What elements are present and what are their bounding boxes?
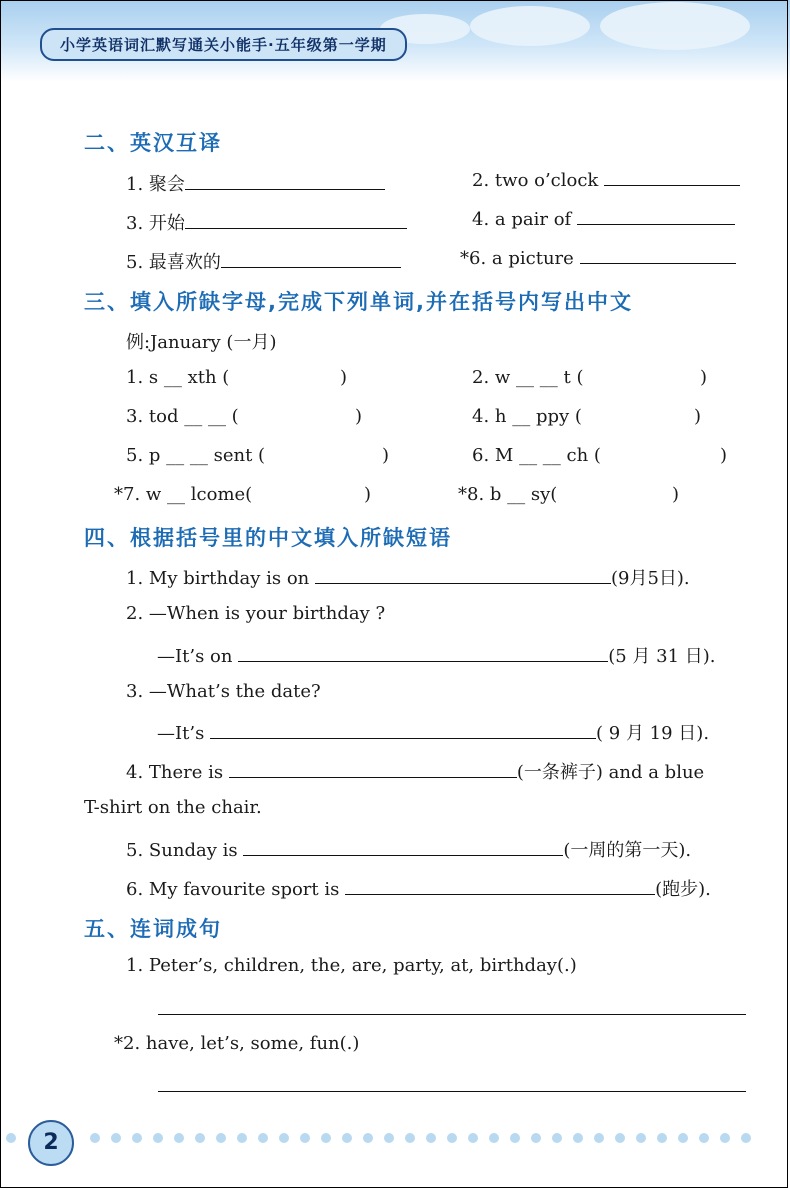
sec3-item: 5. p __ __ sent ( bbox=[126, 445, 266, 466]
close-paren: ) bbox=[672, 484, 680, 505]
footer-dot bbox=[489, 1133, 499, 1143]
footer-dot bbox=[720, 1133, 730, 1143]
section-2-title: 二、英汉互译 bbox=[84, 131, 222, 155]
answer-line[interactable] bbox=[158, 1090, 746, 1092]
answer-blank[interactable] bbox=[577, 210, 735, 225]
page-number: 2 bbox=[28, 1120, 74, 1166]
answer-blank[interactable] bbox=[243, 841, 563, 856]
sec3-item: 6. M __ __ ch ( bbox=[472, 445, 601, 466]
close-paren: ) bbox=[340, 367, 348, 388]
answer-blank[interactable] bbox=[210, 724, 596, 739]
book-title: 小学英语词汇默写通关小能手·五年级第一学期 bbox=[40, 28, 407, 61]
footer-dot bbox=[678, 1133, 688, 1143]
sec2-item: 4. a pair of bbox=[472, 209, 735, 230]
footer-dot bbox=[132, 1133, 142, 1143]
answer-blank[interactable] bbox=[185, 214, 407, 229]
footer-dot bbox=[594, 1133, 604, 1143]
footer-dot bbox=[447, 1133, 457, 1143]
sec4-q3-line2: —It’s ( 9 月 19 日). bbox=[157, 723, 710, 744]
footer-dot bbox=[363, 1133, 373, 1143]
footer-dot bbox=[279, 1133, 289, 1143]
answer-blank[interactable] bbox=[604, 171, 740, 186]
footer-dots bbox=[0, 1128, 790, 1148]
sec5-q1: 1. Peter’s, children, the, are, party, at, birthday(.) bbox=[126, 955, 577, 976]
answer-blank[interactable] bbox=[238, 647, 608, 662]
sec4-q5: 5. Sunday is (一周的第一天). bbox=[126, 840, 692, 861]
footer-dot bbox=[111, 1133, 121, 1143]
section-3-title: 三、填入所缺字母,完成下列单词,并在括号内写出中文 bbox=[84, 290, 633, 314]
answer-blank[interactable] bbox=[221, 253, 401, 268]
footer-dot bbox=[6, 1133, 16, 1143]
close-paren: ) bbox=[382, 445, 390, 466]
close-paren: ) bbox=[700, 367, 708, 388]
sec4-q4-cont: T-shirt on the chair. bbox=[84, 797, 262, 818]
answer-blank[interactable] bbox=[580, 249, 736, 264]
close-paren: ) bbox=[694, 406, 702, 427]
close-paren: ) bbox=[364, 484, 372, 505]
answer-blank[interactable] bbox=[345, 880, 655, 895]
footer-dot bbox=[321, 1133, 331, 1143]
footer-dot bbox=[510, 1133, 520, 1143]
sec3-item: 4. h __ ppy ( bbox=[472, 406, 582, 427]
footer-dot bbox=[468, 1133, 478, 1143]
footer-dot bbox=[237, 1133, 247, 1143]
section-4-title: 四、根据括号里的中文填入所缺短语 bbox=[84, 526, 452, 550]
answer-blank[interactable] bbox=[185, 175, 385, 190]
footer-dot bbox=[195, 1133, 205, 1143]
footer-dot bbox=[300, 1133, 310, 1143]
footer-dot bbox=[426, 1133, 436, 1143]
sec4-q4: 4. There is (一条裤子) and a blue bbox=[126, 762, 705, 783]
footer-dot bbox=[636, 1133, 646, 1143]
sec5-q2: *2. have, let’s, some, fun(.) bbox=[114, 1033, 360, 1054]
footer-dot bbox=[531, 1133, 541, 1143]
sec2-item: 1. 聚会 bbox=[126, 170, 385, 196]
sec2-item: 5. 最喜欢的 bbox=[126, 248, 401, 274]
sec2-item: 3. 开始 bbox=[126, 209, 407, 235]
sec4-q2-line2: —It’s on (5 月 31 日). bbox=[157, 646, 716, 667]
footer-dot bbox=[741, 1133, 751, 1143]
section-5-title: 五、连词成句 bbox=[84, 917, 222, 941]
footer-dot bbox=[342, 1133, 352, 1143]
sec4-q2-line1: 2. —When is your birthday ? bbox=[126, 603, 386, 624]
sec3-item: 1. s __ xth ( bbox=[126, 367, 230, 388]
sec2-item: *6. a picture bbox=[460, 248, 736, 269]
close-paren: ) bbox=[720, 445, 728, 466]
footer-dot bbox=[615, 1133, 625, 1143]
footer-dot bbox=[657, 1133, 667, 1143]
answer-blank[interactable] bbox=[315, 569, 611, 584]
close-paren: ) bbox=[355, 406, 363, 427]
answer-line[interactable] bbox=[158, 1013, 746, 1015]
sec4-q3-line1: 3. —What’s the date? bbox=[126, 681, 321, 702]
sec3-item: 3. tod __ __ ( bbox=[126, 406, 239, 427]
footer-dot bbox=[216, 1133, 226, 1143]
footer-dot bbox=[699, 1133, 709, 1143]
sec3-item: *8. b __ sy( bbox=[458, 484, 558, 505]
footer-dot bbox=[405, 1133, 415, 1143]
footer-dot bbox=[174, 1133, 184, 1143]
footer-dot bbox=[153, 1133, 163, 1143]
sec3-example: 例:January (一月) bbox=[126, 332, 277, 353]
answer-blank[interactable] bbox=[229, 763, 517, 778]
footer-dot bbox=[573, 1133, 583, 1143]
sec3-item: *7. w __ lcome( bbox=[114, 484, 253, 505]
sec4-q1: 1. My birthday is on (9月5日). bbox=[126, 568, 690, 589]
footer-dot bbox=[258, 1133, 268, 1143]
sec2-item: 2. two o’clock bbox=[472, 170, 740, 191]
footer-dot bbox=[90, 1133, 100, 1143]
footer-dot bbox=[384, 1133, 394, 1143]
footer-dot bbox=[552, 1133, 562, 1143]
sec3-item: 2. w __ __ t ( bbox=[472, 367, 584, 388]
sec4-q6: 6. My favourite sport is (跑步). bbox=[126, 879, 711, 900]
